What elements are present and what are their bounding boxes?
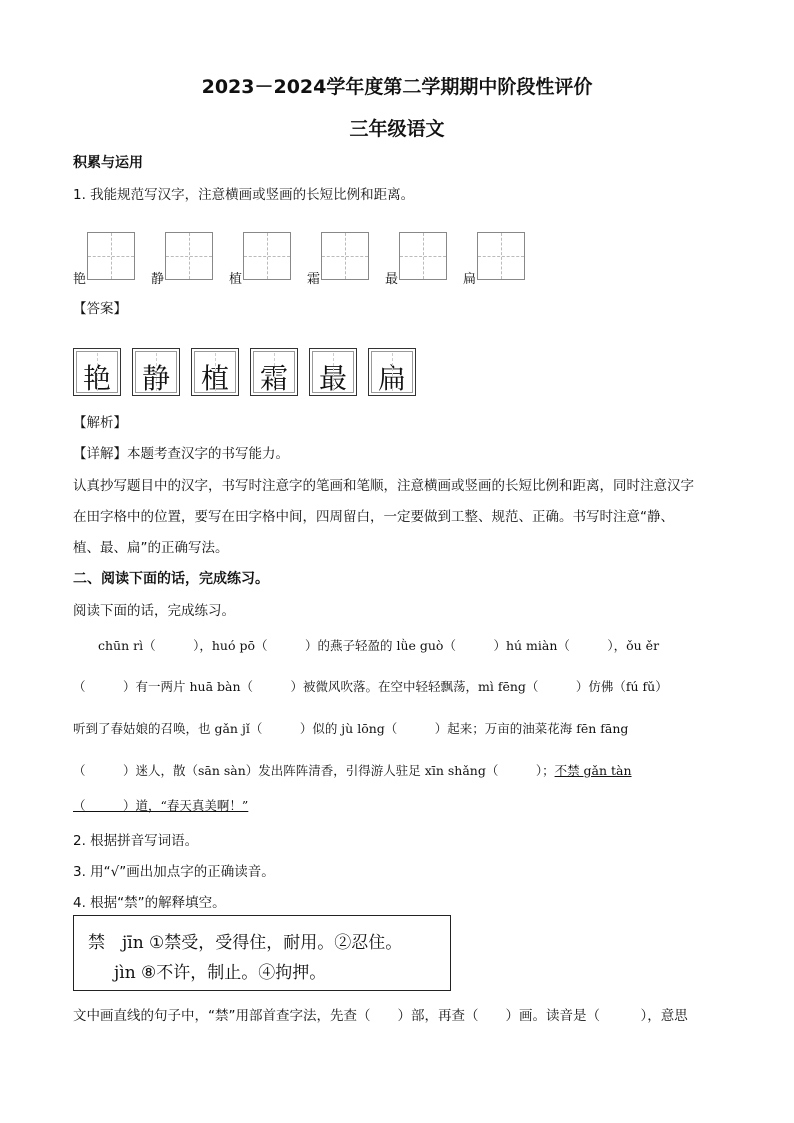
practice-char: 最 bbox=[385, 272, 399, 287]
practice-char: 植 bbox=[229, 272, 243, 287]
answer-char: 最 bbox=[318, 362, 347, 395]
practice-cell[interactable] bbox=[321, 232, 369, 280]
reading-intro: 阅读下面的话，完成练习。 bbox=[73, 603, 235, 619]
page-title: 2023－2024学年度第二学期期中阶段性评价 bbox=[201, 76, 593, 98]
answer-box bbox=[250, 348, 298, 396]
passage-text: （ ）迷人，散（sān sàn）发出阵阵清香，引得游人驻足 xīn shǎng（ ）； bbox=[73, 763, 555, 778]
answer-box bbox=[368, 348, 416, 396]
practice-char: 艳 bbox=[73, 272, 87, 287]
practice-cell[interactable] bbox=[399, 232, 447, 280]
underlined-sentence: （ ）道，“春天真美啊！” bbox=[73, 798, 249, 813]
detail-text: 【详解】本题考查汉字的书写能力。 bbox=[73, 446, 289, 462]
practice-char: 扁 bbox=[463, 272, 477, 287]
question-3: 3. 用“√”画出加点字的正确读音。 bbox=[73, 864, 275, 880]
underlined-sentence: 不禁 gǎn tàn bbox=[554, 763, 632, 778]
dictionary-entry-box bbox=[73, 915, 451, 991]
answer-char: 扁 bbox=[377, 362, 406, 395]
passage-line: chūn rì（ ），huó pō（ ）的燕子轻盈的 lǜe guò（ ）hú miàn（ ），ǒu ěr bbox=[98, 638, 660, 653]
answer-box bbox=[309, 348, 357, 396]
question-1: 1. 我能规范写汉字，注意横画或竖画的长短比例和距离。 bbox=[73, 187, 415, 203]
analysis-paragraph-line: 认真抄写题目中的汉字，书写时注意字的笔画和笔顺，注意横画或竖画的长短比例和距离，同时注意汉字 bbox=[73, 478, 694, 494]
answer-box bbox=[191, 348, 239, 396]
dictionary-line: 禁 jīn ①禁受，受得住，耐用。②忍住。 bbox=[88, 933, 403, 953]
section-heading-reading: 二、阅读下面的话，完成练习。 bbox=[73, 571, 269, 587]
question-4-blank-line: 文中画直线的句子中，“禁”用部首查字法，先查（ ）部，再查（ ）画。读音是（ ），意思 bbox=[73, 1008, 688, 1024]
answer-char: 艳 bbox=[82, 362, 111, 395]
passage-line: （ ）有一两片 huā bàn（ ）被微风吹落。在空中轻轻飘荡，mì fēng（ ）仿佛（fú fǔ） bbox=[73, 679, 668, 694]
dictionary-line: jìn ⑧不许，制止。④拘押。 bbox=[114, 963, 327, 983]
answer-box bbox=[73, 348, 121, 396]
analysis-label: 【解析】 bbox=[73, 415, 127, 431]
page-subtitle: 三年级语文 bbox=[349, 118, 445, 140]
practice-char: 霜 bbox=[307, 272, 321, 287]
section-heading-accumulation: 积累与运用 bbox=[73, 155, 143, 171]
answer-label: 【答案】 bbox=[73, 301, 127, 317]
practice-cell[interactable] bbox=[87, 232, 135, 280]
practice-cell[interactable] bbox=[243, 232, 291, 280]
practice-cell[interactable] bbox=[165, 232, 213, 280]
question-2: 2. 根据拼音写词语。 bbox=[73, 833, 199, 849]
answer-char: 静 bbox=[141, 362, 170, 395]
passage-line: 听到了春姑娘的召唤，也 gǎn jǐ（ ）似的 jù lōng（ ）起来；万亩的油菜花海 fēn fāng bbox=[73, 721, 629, 736]
analysis-paragraph-line: 植、最、扁”的正确写法。 bbox=[73, 540, 229, 556]
practice-char: 静 bbox=[151, 272, 165, 287]
analysis-paragraph-line: 在田字格中的位置，要写在田字格中间，四周留白，一定要做到工整、规范、正确。书写时注意“静、 bbox=[73, 509, 674, 525]
answer-box bbox=[132, 348, 180, 396]
passage-line bbox=[73, 761, 632, 779]
answer-char: 霜 bbox=[259, 362, 288, 395]
question-4: 4. 根据“禁”的解释填空。 bbox=[73, 895, 226, 911]
practice-cell[interactable] bbox=[477, 232, 525, 280]
answer-char: 植 bbox=[200, 362, 229, 395]
